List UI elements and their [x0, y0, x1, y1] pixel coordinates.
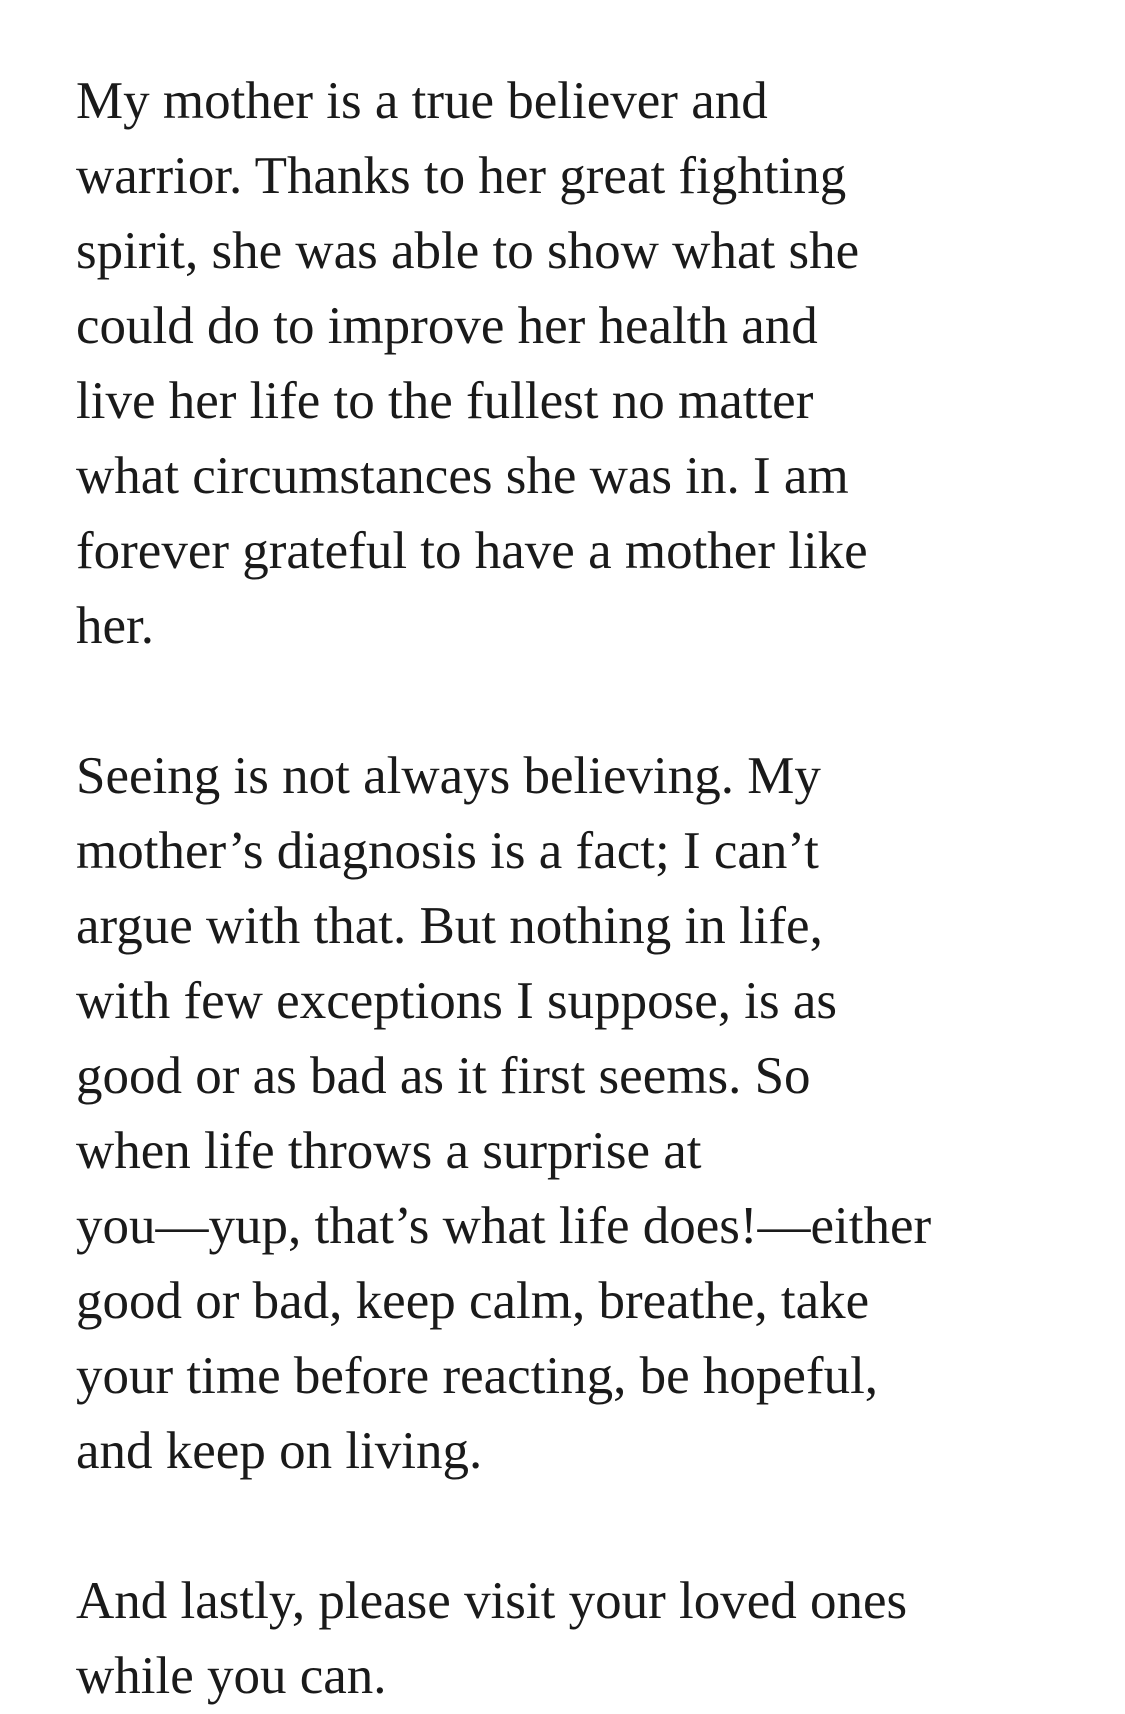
- text-line: could do to improve her health and: [76, 297, 818, 355]
- text-line: with few exceptions I suppose, is as: [76, 972, 837, 1030]
- text-line: And lastly, please visit your loved ones: [76, 1572, 908, 1630]
- text-line: you—yup, that’s what life does!—either: [76, 1197, 932, 1255]
- text-line: and keep on living.: [76, 1422, 483, 1480]
- text-line: forever grateful to have a mother like: [76, 522, 868, 580]
- text-line: your time before reacting, be hopeful,: [76, 1347, 879, 1405]
- text-line: argue with that. But nothing in life,: [76, 897, 823, 955]
- text-line: My mother is a true believer and: [76, 72, 768, 130]
- paragraph: [76, 64, 1086, 664]
- text-line: her.: [76, 597, 154, 655]
- article-body: [76, 64, 1086, 1714]
- text-line: good or bad, keep calm, breathe, take: [76, 1272, 870, 1330]
- text-line: what circumstances she was in. I am: [76, 447, 849, 505]
- text-line: Seeing is not always believing. My: [76, 747, 821, 805]
- text-line: spirit, she was able to show what she: [76, 222, 860, 280]
- text-line: warrior. Thanks to her great fighting: [76, 147, 847, 205]
- paragraph: [76, 739, 1086, 1489]
- paragraph: [76, 1564, 1086, 1714]
- text-line: good or as bad as it first seems. So: [76, 1047, 811, 1105]
- text-line: live her life to the fullest no matter: [76, 372, 814, 430]
- text-line: when life throws a surprise at: [76, 1122, 702, 1180]
- text-line: while you can.: [76, 1647, 387, 1705]
- text-line: mother’s diagnosis is a fact; I can’t: [76, 822, 819, 880]
